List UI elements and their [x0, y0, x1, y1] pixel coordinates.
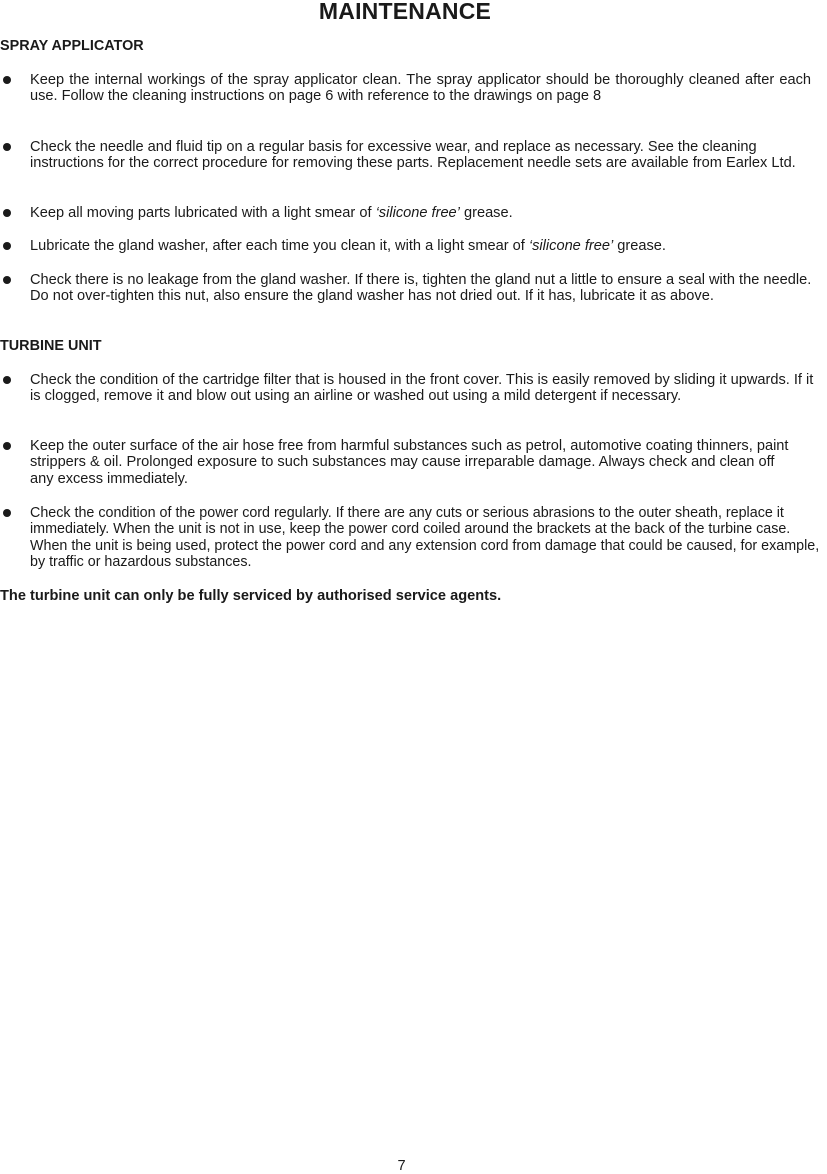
list-item	[0, 205, 827, 221]
section-heading-turbine-unit: TURBINE UNIT	[0, 338, 102, 354]
list-item	[0, 238, 827, 254]
list-item	[0, 438, 827, 487]
list-item-text: Check the needle and fluid tip on a regular basis for excessive wear, and replace as necessary. See the cleaning instructions for the correct procedure for removing these parts. Replacement needle sets are available from Earlex Ltd.	[30, 139, 796, 172]
list-item	[0, 505, 827, 571]
list-item-text: Check the condition of the cartridge filter that is housed in the front cover. This is easily removed by sliding it upwards. If it is clogged, remove it and blow out using an airline or washed out using a mild detergent if necessary.	[30, 372, 814, 405]
bullet-icon	[3, 209, 11, 217]
list-item-text: Check the condition of the power cord regularly. If there are any cuts or serious abrasions to the outer sheath, replace it immediately. When the unit is not in use, keep the power cord coiled around the brackets at the back of the turbine case. When the unit is being used, protect the power cord and any extension cord from damage that could be caused, for example, by traffic or hazardous substances.	[30, 505, 820, 571]
list-item-text: Check there is no leakage from the gland washer. If there is, tighten the gland nut a little to ensure a seal with the needle. Do not over-tighten this nut, also ensure the gland washer has not dried out. If it has, lubricate it as above.	[30, 272, 812, 305]
list-item-text: Lubricate the gland washer, after each time you clean it, with a light smear of ‘silicone free’ grease.	[30, 238, 666, 254]
list-item-text: Keep all moving parts lubricated with a light smear of ‘silicone free’ grease.	[30, 205, 513, 221]
page-number: 7	[397, 1158, 406, 1174]
bullet-icon	[3, 276, 11, 284]
section-heading-spray-applicator: SPRAY APPLICATOR	[0, 38, 144, 54]
page-title: MAINTENANCE	[318, 0, 492, 24]
bullet-icon	[3, 376, 11, 384]
list-item	[0, 72, 827, 105]
list-item	[0, 372, 827, 405]
service-note: The turbine unit can only be fully serviced by authorised service agents.	[0, 588, 502, 604]
emphasis-text: ‘silicone free’	[528, 238, 614, 254]
emphasis-text: ‘silicone free’	[375, 205, 460, 221]
list-item	[0, 272, 827, 305]
bullet-icon	[3, 242, 11, 250]
bullet-icon	[3, 143, 11, 151]
bullet-icon	[3, 76, 11, 84]
bullet-icon	[3, 509, 11, 517]
list-item-text: Keep the outer surface of the air hose free from harmful substances such as petrol, automotive coating thinners, paint strippers & oil. Prolonged exposure to such substances may cause irreparable damage. Always check and clean off any excess immediately.	[30, 438, 789, 487]
list-item-text: Keep the internal workings of the spray applicator clean. The spray applicator should be thoroughly cleaned after each use. Follow the cleaning instructions on page 6 with reference to the drawings on page 8	[30, 72, 811, 105]
list-item	[0, 139, 827, 172]
bullet-icon	[3, 442, 11, 450]
